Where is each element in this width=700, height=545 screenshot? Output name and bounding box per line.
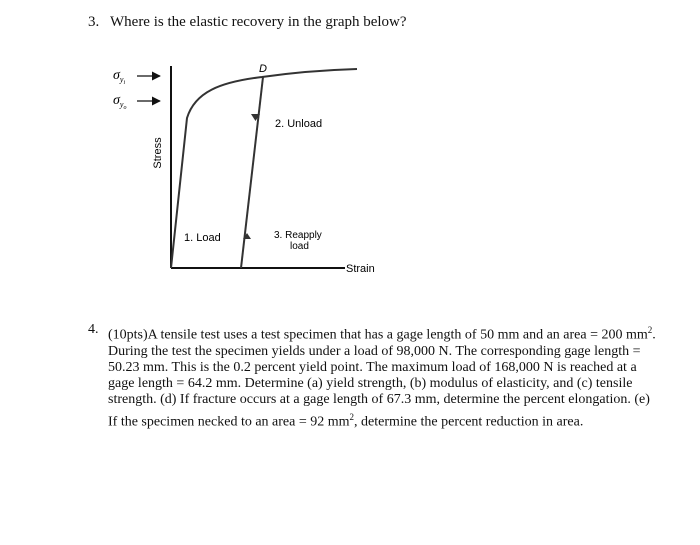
question-3-text: Where is the elastic recovery in the graph below? xyxy=(110,14,407,30)
question-4 xyxy=(88,322,658,431)
unload-line xyxy=(241,77,263,268)
question-4-text: (10pts)A tensile test uses a test specimen that has a gage length of 50 mm and an area = 200 $mm^2$. During the test the specimen yields under a load of 98,000 N. The corresponding gage length = 50.23 mm. This is the 0.2 percent yield point. The maximum load of 168,000 N is reached at a gage length = 64.2 mm. Determine (a) yield strength, (b) modulus of elasticity, and (c) tensile strength. (d) If fracture occurs at a gage length of 67.3 mm, determine the percent elongation. (e) If the specimen necked to an area = 92 $mm^2$, determine the percent reduction in area. xyxy=(108,325,656,430)
point-d-label: D xyxy=(259,63,267,75)
strain-axis-label: Strain xyxy=(346,263,375,275)
sigma-yi-label: $\sigma_yi$ xyxy=(113,68,126,86)
question-4-points: (10pts) xyxy=(108,327,148,343)
question-4-number: 4. xyxy=(88,322,99,337)
reapply-label-line2: load xyxy=(290,241,309,252)
reapply-label-line1: 3. Reapply xyxy=(274,230,322,241)
load-label: 1. Load xyxy=(184,232,221,244)
sigma-yo-label: $\sigma_yo$ xyxy=(113,93,127,111)
question-3-number: 3. xyxy=(88,14,100,30)
unload-label: 2. Unload xyxy=(275,118,323,130)
stress-axis-label: Stress xyxy=(152,137,164,169)
